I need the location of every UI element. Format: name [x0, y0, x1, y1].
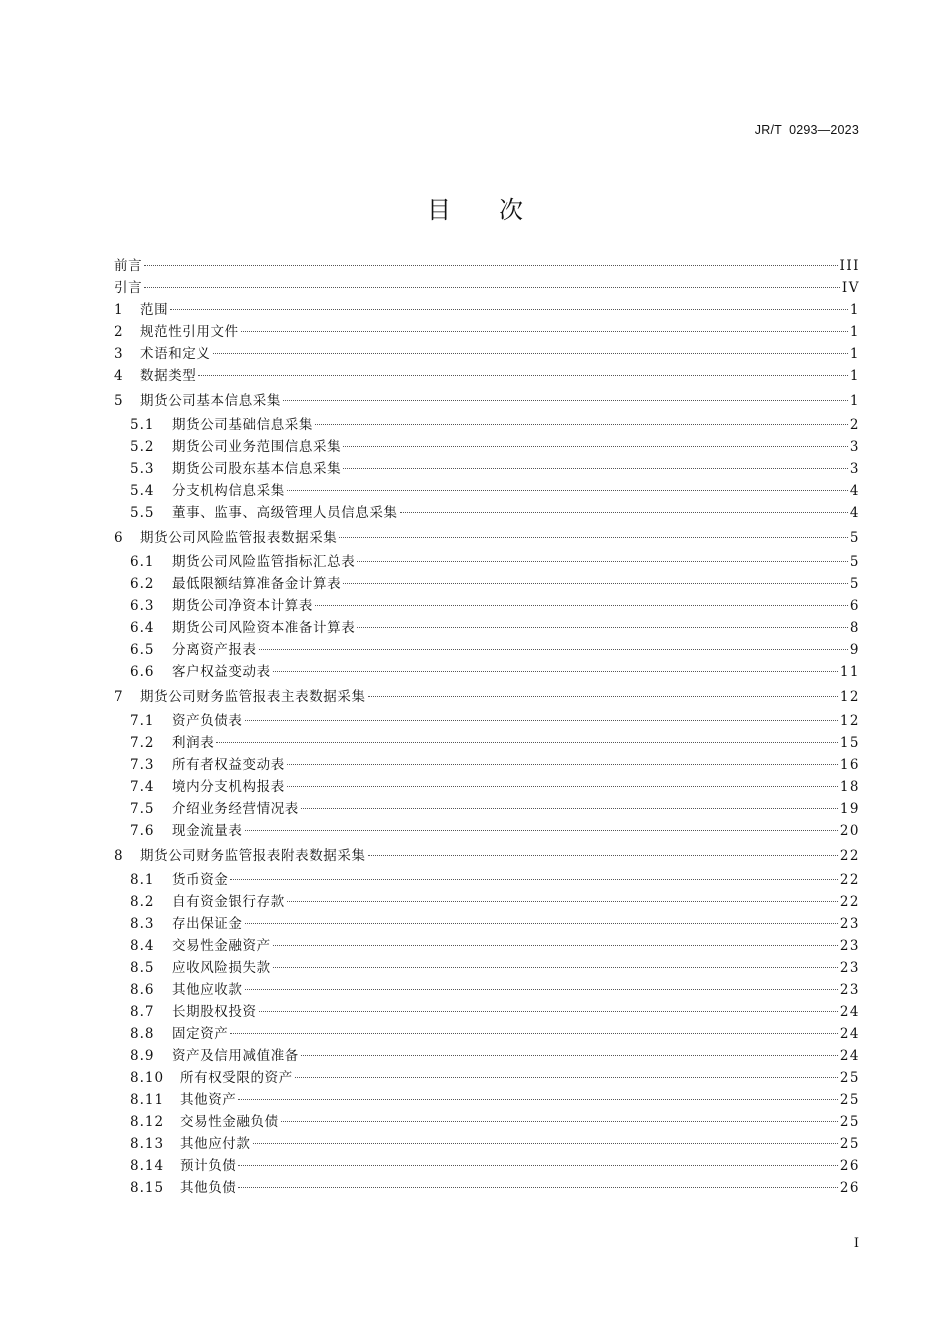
toc-entry[interactable] — [114, 299, 860, 321]
toc-entry-number: 1 — [114, 302, 123, 318]
toc-entry[interactable] — [114, 1045, 860, 1067]
toc-leader-dots — [198, 374, 848, 376]
toc-entry-number: 7 — [114, 689, 123, 705]
toc-entry-number: 6.1 — [130, 554, 155, 570]
toc-leader-dots — [368, 854, 838, 856]
toc-entry-title: 货币资金 — [172, 872, 229, 888]
page-title: 目次 — [427, 196, 571, 224]
toc-entry-page: 24 — [839, 1004, 860, 1020]
toc-entry-title: 其他负债 — [180, 1180, 237, 1196]
toc-entry[interactable] — [114, 979, 860, 1001]
toc-entry-number: 5.4 — [130, 483, 155, 499]
toc-entry-title: 期货公司风险监管指标汇总表 — [172, 554, 356, 570]
toc-entry-title: 资产负债表 — [172, 713, 243, 729]
toc-entry-number: 2 — [114, 324, 123, 340]
toc-leader-dots — [343, 445, 848, 447]
toc-entry[interactable] — [114, 527, 860, 551]
toc-entry-title: 自有资金银行存款 — [172, 894, 285, 910]
toc-entry-page: IV — [841, 280, 860, 296]
toc-leader-dots — [368, 695, 838, 697]
toc-entry[interactable] — [114, 1111, 860, 1133]
toc-entry-title: 其他资产 — [180, 1092, 237, 1108]
toc-entry-number: 8.7 — [130, 1004, 155, 1020]
toc-entry-title: 固定资产 — [172, 1026, 229, 1042]
toc-entry-number: 8.4 — [130, 938, 155, 954]
toc-entry-number: 8.8 — [130, 1026, 155, 1042]
toc-leader-dots — [238, 1164, 837, 1166]
toc-entry[interactable] — [114, 845, 860, 869]
toc-entry-title: 其他应收款 — [172, 982, 243, 998]
toc-leader-dots — [343, 467, 848, 469]
toc-leader-dots — [245, 719, 838, 721]
toc-entry-number: 8.6 — [130, 982, 155, 998]
toc-entry-page: 4 — [849, 505, 860, 521]
toc-entry-number: 5.5 — [130, 505, 155, 521]
toc-entry[interactable] — [114, 436, 860, 458]
toc-entry-page: 20 — [839, 823, 860, 839]
toc-entry-title: 期货公司业务范围信息采集 — [172, 439, 342, 455]
toc-entry[interactable] — [114, 913, 860, 935]
toc-entry-page: 22 — [839, 872, 860, 888]
toc-entry-page: 24 — [839, 1026, 860, 1042]
toc-entry-page: 19 — [839, 801, 860, 817]
toc-entry-number: 8 — [114, 848, 123, 864]
toc-entry-number: 7.6 — [130, 823, 155, 839]
toc-entry-page: 8 — [849, 620, 860, 636]
toc-entry[interactable] — [114, 1177, 860, 1199]
toc-entry-title: 期货公司股东基本信息采集 — [172, 461, 342, 477]
toc-entry[interactable] — [114, 754, 860, 776]
toc-entry[interactable] — [114, 321, 860, 343]
toc-entry[interactable] — [114, 617, 860, 639]
toc-entry-title: 期货公司财务监管报表附表数据采集 — [140, 848, 366, 864]
toc-entry-number: 6.4 — [130, 620, 155, 636]
toc-entry-number: 5 — [114, 393, 123, 409]
toc-entry-page: 12 — [839, 713, 860, 729]
toc-leader-dots — [245, 988, 838, 990]
toc-entry-title: 其他应付款 — [180, 1136, 251, 1152]
toc-entry-title: 长期股权投资 — [172, 1004, 257, 1020]
toc-leader-dots — [301, 807, 838, 809]
toc-leader-dots — [144, 286, 840, 288]
toc-entry-page: 3 — [849, 461, 860, 477]
toc-entry-page: 23 — [839, 960, 860, 976]
toc-leader-dots — [400, 511, 848, 513]
toc-entry-page: 5 — [849, 554, 860, 570]
toc-entry-number: 5.1 — [130, 417, 155, 433]
toc-leader-dots — [283, 399, 848, 401]
toc-leader-dots — [170, 308, 848, 310]
toc-entry-title: 所有权受限的资产 — [180, 1070, 293, 1086]
toc-entry-page: 25 — [839, 1114, 860, 1130]
toc-entry-number: 6.2 — [130, 576, 155, 592]
toc-leader-dots — [259, 1010, 838, 1012]
toc-entry-page: III — [839, 258, 860, 274]
toc-leader-dots — [216, 741, 838, 743]
toc-entry-title: 期货公司净资本计算表 — [172, 598, 313, 614]
toc-leader-dots — [287, 785, 838, 787]
toc-entry-title: 存出保证金 — [172, 916, 243, 932]
toc-entry-page: 25 — [839, 1092, 860, 1108]
toc-entry[interactable] — [114, 365, 860, 387]
toc-leader-dots — [301, 1054, 838, 1056]
toc-entry-page: 25 — [839, 1070, 860, 1086]
toc-entry[interactable] — [114, 710, 860, 732]
toc-entry-title: 预计负债 — [180, 1158, 237, 1174]
toc-entry-page: 5 — [849, 530, 860, 546]
toc-leader-dots — [273, 944, 838, 946]
toc-entry-number: 6.5 — [130, 642, 155, 658]
toc-entry-title: 术语和定义 — [140, 346, 211, 362]
toc-entry-title: 应收风险损失款 — [172, 960, 271, 976]
toc-entry-number: 8.3 — [130, 916, 155, 932]
table-of-contents — [114, 255, 860, 1199]
toc-leader-dots — [238, 1186, 837, 1188]
toc-entry-number: 7.2 — [130, 735, 155, 751]
toc-entry-number: 7.1 — [130, 713, 155, 729]
toc-entry-title: 最低限额结算准备金计算表 — [172, 576, 342, 592]
toc-leader-dots — [241, 330, 848, 332]
toc-leader-dots — [259, 648, 848, 650]
toc-entry[interactable] — [114, 390, 860, 414]
toc-entry-page: 9 — [849, 642, 860, 658]
toc-leader-dots — [287, 763, 838, 765]
toc-entry-title: 期货公司风险资本准备计算表 — [172, 620, 356, 636]
toc-leader-dots — [357, 560, 848, 562]
toc-entry-number: 6.3 — [130, 598, 155, 614]
toc-entry-number: 5.2 — [130, 439, 155, 455]
toc-entry[interactable] — [114, 1089, 860, 1111]
toc-entry-title: 数据类型 — [140, 368, 197, 384]
toc-entry[interactable] — [114, 891, 860, 913]
toc-entry-title: 前言 — [114, 258, 143, 274]
toc-entry-title: 交易性金融负债 — [180, 1114, 279, 1130]
toc-entry-title: 分离资产报表 — [172, 642, 257, 658]
toc-entry-number: 8.15 — [130, 1180, 165, 1196]
toc-entry-title: 现金流量表 — [172, 823, 243, 839]
toc-entry-number: 5.3 — [130, 461, 155, 477]
toc-entry[interactable] — [114, 1155, 860, 1177]
toc-entry-number: 6.6 — [130, 664, 155, 680]
toc-entry-page: 4 — [849, 483, 860, 499]
toc-entry-page: 5 — [849, 576, 860, 592]
toc-entry[interactable] — [114, 1023, 860, 1045]
toc-entry-title: 引言 — [114, 280, 143, 296]
toc-entry-page: 1 — [849, 324, 860, 340]
toc-leader-dots — [315, 423, 848, 425]
toc-entry-page: 18 — [839, 779, 860, 795]
toc-entry[interactable] — [114, 869, 860, 891]
toc-entry-page: 1 — [849, 368, 860, 384]
toc-entry[interactable] — [114, 957, 860, 979]
toc-entry-page: 6 — [849, 598, 860, 614]
toc-entry-number: 7.5 — [130, 801, 155, 817]
toc-entry-page: 2 — [849, 417, 860, 433]
toc-entry-page: 1 — [849, 302, 860, 318]
toc-entry[interactable] — [114, 480, 860, 502]
toc-entry-title: 资产及信用减值准备 — [172, 1048, 299, 1064]
toc-entry-page: 1 — [849, 346, 860, 362]
toc-leader-dots — [230, 1032, 837, 1034]
toc-entry-number: 8.13 — [130, 1136, 165, 1152]
toc-leader-dots — [273, 670, 838, 672]
toc-entry-page: 3 — [849, 439, 860, 455]
toc-leader-dots — [295, 1076, 838, 1078]
toc-entry[interactable] — [114, 1067, 860, 1089]
toc-entry-number: 8.12 — [130, 1114, 165, 1130]
toc-entry[interactable] — [114, 551, 860, 573]
toc-entry[interactable] — [114, 343, 860, 365]
toc-entry-title: 期货公司基础信息采集 — [172, 417, 313, 433]
toc-entry-number: 6 — [114, 530, 123, 546]
toc-entry-title: 所有者权益变动表 — [172, 757, 285, 773]
toc-leader-dots — [144, 264, 837, 266]
toc-entry-title: 期货公司基本信息采集 — [140, 393, 281, 409]
toc-entry-page: 23 — [839, 938, 860, 954]
toc-leader-dots — [245, 922, 838, 924]
toc-entry[interactable] — [114, 1001, 860, 1023]
page-number: I — [853, 1236, 859, 1251]
toc-leader-dots — [287, 489, 848, 491]
toc-entry[interactable] — [114, 255, 860, 277]
toc-entry[interactable] — [114, 820, 860, 842]
toc-leader-dots — [245, 829, 838, 831]
toc-leader-dots — [339, 536, 848, 538]
toc-entry-title: 期货公司风险监管报表数据采集 — [140, 530, 338, 546]
toc-entry-page: 22 — [839, 894, 860, 910]
toc-entry-page: 1 — [849, 393, 860, 409]
toc-entry-number: 3 — [114, 346, 123, 362]
toc-entry[interactable] — [114, 661, 860, 683]
toc-entry-page: 23 — [839, 982, 860, 998]
toc-entry-page: 26 — [839, 1158, 860, 1174]
toc-leader-dots — [343, 582, 848, 584]
toc-entry[interactable] — [114, 414, 860, 436]
toc-entry-number: 8.10 — [130, 1070, 165, 1086]
toc-entry-number: 4 — [114, 368, 123, 384]
toc-entry-page: 26 — [839, 1180, 860, 1196]
toc-leader-dots — [213, 352, 848, 354]
toc-entry-number: 8.11 — [130, 1092, 165, 1108]
toc-entry[interactable] — [114, 732, 860, 754]
toc-entry-page: 15 — [839, 735, 860, 751]
toc-entry-title: 交易性金融资产 — [172, 938, 271, 954]
standard-code: JR/T 0293—2023 — [754, 123, 859, 137]
toc-entry-title: 客户权益变动表 — [172, 664, 271, 680]
toc-entry-number: 7.3 — [130, 757, 155, 773]
toc-entry-title: 范围 — [140, 302, 169, 318]
toc-entry-title: 期货公司财务监管报表主表数据采集 — [140, 689, 366, 705]
toc-leader-dots — [281, 1120, 838, 1122]
toc-entry-number: 8.5 — [130, 960, 155, 976]
toc-entry[interactable] — [114, 458, 860, 480]
toc-entry-title: 境内分支机构报表 — [172, 779, 285, 795]
toc-entry[interactable] — [114, 798, 860, 820]
toc-leader-dots — [230, 878, 837, 880]
toc-leader-dots — [315, 604, 848, 606]
toc-entry-number: 7.4 — [130, 779, 155, 795]
toc-entry-page: 16 — [839, 757, 860, 773]
toc-leader-dots — [253, 1142, 838, 1144]
toc-entry[interactable] — [114, 277, 860, 299]
toc-entry[interactable] — [114, 595, 860, 617]
toc-entry[interactable] — [114, 686, 860, 710]
toc-entry[interactable] — [114, 502, 860, 524]
toc-entry-number: 8.9 — [130, 1048, 155, 1064]
toc-entry-title: 规范性引用文件 — [140, 324, 239, 340]
toc-entry-title: 董事、监事、高级管理人员信息采集 — [172, 505, 398, 521]
toc-entry-title: 利润表 — [172, 735, 215, 751]
toc-entry-page: 22 — [839, 848, 860, 864]
toc-leader-dots — [238, 1098, 837, 1100]
toc-entry-page: 23 — [839, 916, 860, 932]
toc-leader-dots — [273, 966, 838, 968]
toc-entry-number: 8.14 — [130, 1158, 165, 1174]
toc-entry-number: 8.1 — [130, 872, 155, 888]
toc-entry-page: 25 — [839, 1136, 860, 1152]
toc-entry[interactable] — [114, 639, 860, 661]
toc-leader-dots — [287, 900, 838, 902]
toc-entry-page: 12 — [839, 689, 860, 705]
toc-leader-dots — [357, 626, 848, 628]
toc-entry[interactable] — [114, 935, 860, 957]
toc-entry-title: 介绍业务经营情况表 — [172, 801, 299, 817]
toc-entry[interactable] — [114, 573, 860, 595]
toc-entry[interactable] — [114, 1133, 860, 1155]
toc-entry[interactable] — [114, 776, 860, 798]
toc-entry-page: 11 — [839, 664, 860, 680]
toc-entry-page: 24 — [839, 1048, 860, 1064]
toc-entry-title: 分支机构信息采集 — [172, 483, 285, 499]
toc-entry-number: 8.2 — [130, 894, 155, 910]
